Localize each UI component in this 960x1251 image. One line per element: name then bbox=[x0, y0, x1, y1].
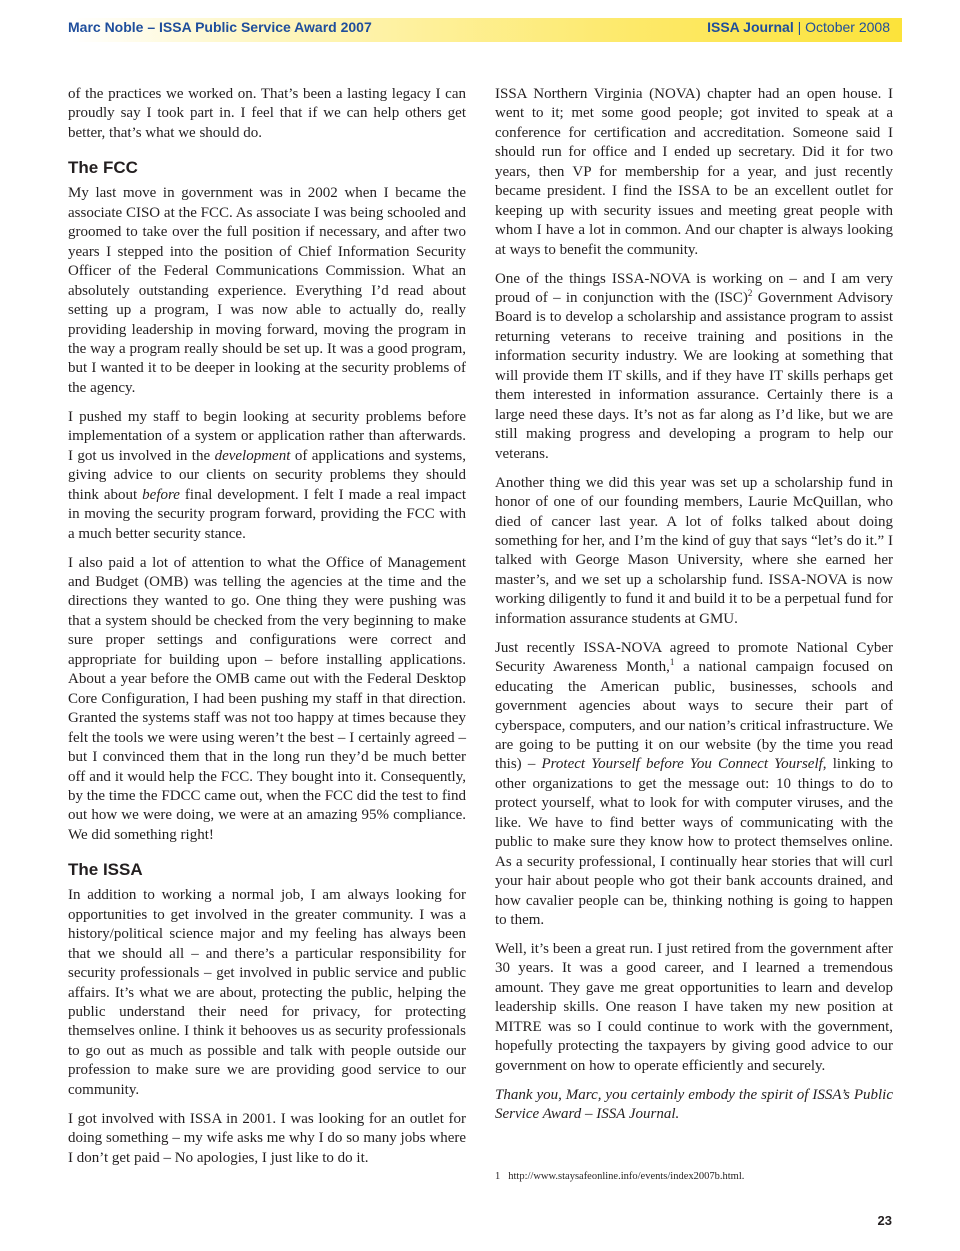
footnote bbox=[495, 1171, 893, 1182]
emphasis: development bbox=[214, 447, 291, 464]
page-header bbox=[0, 18, 902, 42]
closing-thanks: Thank you, Marc, you certainly embody the spirit of ISSA’s Public Service Award – ISSA Journal. bbox=[495, 1086, 893, 1123]
text-run: , linking to other organizations to get the message out: 10 things to do to protect yourself, what to look for with computer viruses, and the like. We have to find better ways of communicating with the public to make sure they know how to protect themselves online. As a security professional, I continually hear stories that will curl your hair about people who got their bank accounts drained, and how cavalier people can be, thinking nothing is going to happen to them. bbox=[495, 756, 894, 929]
footnote-ref[interactable]: 1 bbox=[669, 657, 675, 668]
footnote-number: 1 bbox=[495, 1171, 501, 1182]
paragraph: I also paid a lot of attention to what the Office of Management and Budget (OMB) was telling the agencies at the time and the directions they wanted to go. One thing they were pushing was that a system should be checked from the very beginning to make sure proper settings and configurations were correct and appropriate for building upon – before installing applications. About a year before the OMB came out with the Federal Desktop Core Configuration, I had been pushing my staff in that direction. Granted the systems staff was not too happy at times because they felt the tools we were using weren’t the best – I certainly agreed – but I convinced them that in the long run they’d be much better off and it would help the FCC. They bought into it. Consequently, by the time the FDCC came out, when the FCC did the test to find out how we were doing, we were at an amazing 95% compliance. We did something right! bbox=[68, 554, 466, 843]
text-run: Just recently ISSA-NOVA agreed to promote National Cyber Security Awareness Month, bbox=[495, 639, 893, 676]
superscript: 2 bbox=[747, 288, 753, 299]
paragraph: of the practices we worked on. That’s been a lasting legacy I can proudly say I took part in. I feel that if we can help others get better, that’s what we should do. bbox=[68, 86, 466, 141]
text-run: of applications and systems, giving advice to our clients on security problems they should think about bbox=[68, 447, 466, 503]
text-run: a national campaign focused on educating the American public, businesses, schools and government agencies about ways to secure their part of cyberspace, computers, and our nation’s critical infrastructure. We are going to be putting it on our website (by the time you read this) – bbox=[495, 659, 893, 773]
section-heading-fcc: The FCC bbox=[68, 158, 138, 178]
emphasis: Protect Yourself before You Connect Yourself bbox=[541, 756, 823, 773]
article-title: Marc Noble – ISSA Public Service Award 2007 bbox=[68, 19, 372, 35]
section-heading-issa: The ISSA bbox=[68, 860, 143, 880]
paragraph: ISSA Northern Virginia (NOVA) chapter had an open house. I went to it; met some good people; got invited to speak at a conference for certification and accreditation. Someone said I should run for office and I ended up secretary. Did it for two years, then VP for membership for a year, and just recently became president. I find the ISSA to be an excellent outlet for keeping up with security issues and meeting great people with whom I have a lot in common. And our chapter is always looking at ways to benefit the community. bbox=[495, 86, 893, 258]
paragraph: Well, it’s been a great run. I just retired from the government after 30 years. It was a good career, and I learned a tremendous amount. They gave me great opportunities to learn and develop leadership skills. One reason I have taken my new position at MITRE was so I could continue to work with the government, hopefully protecting the taxpayers by giving good advice to our government on how to operate efficiently and securely. bbox=[495, 941, 893, 1074]
emphasis: before bbox=[142, 486, 180, 503]
text-run: One of the things ISSA-NOVA is working on – and I am very proud of – in conjunction with the (ISC) bbox=[495, 270, 893, 307]
right-column bbox=[495, 85, 893, 1134]
paragraph bbox=[495, 639, 893, 931]
text-run: final development. I felt I made a real impact in moving the security program forward, providing the FCC with a much better security stance. bbox=[68, 486, 466, 542]
text-run: I pushed my staff to begin looking at security problems before implementation of a system or application rather than afterwards. I got us involved in the bbox=[68, 408, 466, 464]
paragraph: Another thing we did this year was set up a scholarship fund in honor of one of our founding members, Laurie McQuillan, who died of cancer last year. A lot of folks talked about doing something for her, and I’m the kind of guy that says “let’s do it.” I talked with George Mason University, where she earned her master’s, and we set up a scholarship fund. ISSA-NOVA is now working diligently to fund it and build it to be a perpetual fund for information assurance students at GMU. bbox=[495, 474, 893, 627]
journal-name: ISSA Journal bbox=[707, 19, 794, 35]
left-column bbox=[68, 85, 466, 1178]
page-number: 23 bbox=[877, 1213, 892, 1228]
paragraph: In addition to working a normal job, I am always looking for opportunities to get involved in the greater community. I was a history/political science major and my feeling has always been that we should all – and there’s a particular responsibility for security professionals – get involved in public service and public affairs. It’s what we are about, protecting the public, helping the public understand their need for privacy, for protecting themselves online. I think it behooves us as security professionals to go out as much as possible and talk with people outside our profession to make sure we are providing good service to our community. bbox=[68, 887, 466, 1098]
paragraph: My last move in government was in 2002 when I became the associate CISO at the FCC. As associate I was being schooled and groomed to take over the full position if necessary, and after two years I stepped into the position of Chief Information Security Officer of the Federal Communications Commission. What an absolutely outstanding experience. Everything I’d read about setting up a program, I was now able to actually do, really providing leadership in moving forward, moving the program in the way a program really should be set up. It was a good program, but I wanted it to be deeper in looking at the security problems of the agency. bbox=[68, 185, 466, 396]
paragraph bbox=[495, 270, 893, 465]
footnote-link[interactable]: http://www.staysafeonline.info/events/index2007b.html. bbox=[508, 1171, 745, 1182]
journal-info bbox=[707, 19, 890, 35]
text-run: Government Advisory Board is to develop a scholarship and assistance program to assist returning veterans to receive training and positions in the information security industry. We are looking at something that will provide them IT skills, and if they have IT skills perhaps get them interested in information assurance. Certainly there is a large need these days. It’s not as far along as I’d like, but we are still making progress and developing a program to help our veterans. bbox=[495, 290, 893, 462]
issue-date: October 2008 bbox=[805, 19, 890, 35]
paragraph: I got involved with ISSA in 2001. I was looking for an outlet for doing something – my wife asks me why I do so many jobs where I don’t get paid – No apologies, I just like to do it. bbox=[68, 1110, 466, 1166]
paragraph bbox=[68, 408, 466, 544]
header-separator: | bbox=[797, 19, 802, 35]
